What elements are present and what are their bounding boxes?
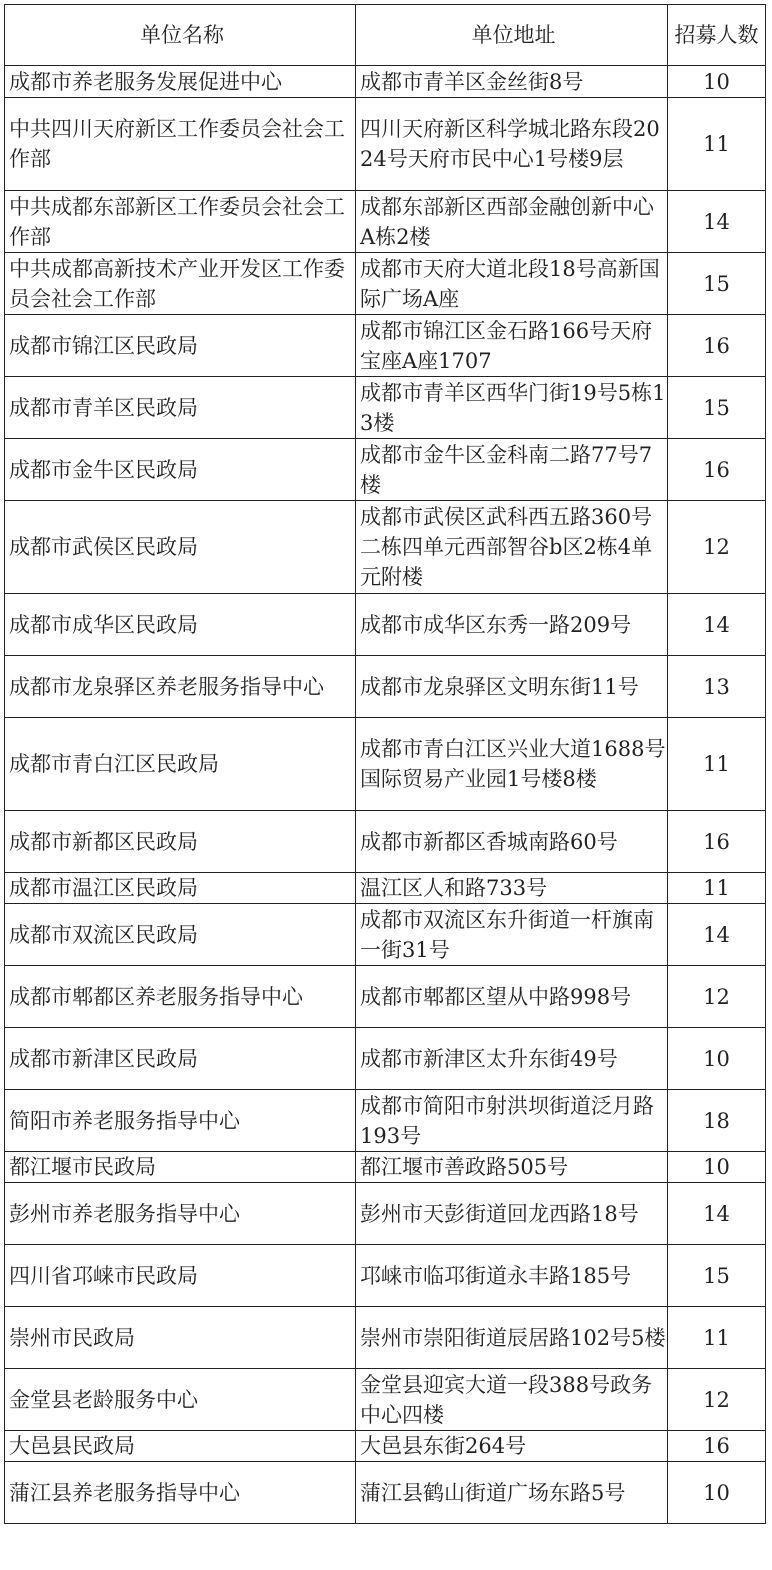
unit-name-cell: 成都市新都区民政局: [5, 811, 356, 873]
unit-address-cell: 成都市武侯区武科西五路360号二栋四单元西部智谷b区2栋4单元附楼: [356, 501, 668, 594]
table-row: [5, 811, 766, 873]
unit-name-cell: 成都市双流区民政局: [5, 904, 356, 966]
unit-name-cell: 成都市龙泉驿区养老服务指导中心: [5, 656, 356, 718]
unit-name-cell: 成都市养老服务发展促进中心: [5, 66, 356, 98]
table-row: [5, 966, 766, 1028]
table-row: [5, 98, 766, 191]
recruit-count-cell: 10: [668, 66, 766, 98]
recruitment-table: [4, 4, 766, 1524]
unit-name-cell: 成都市郫都区养老服务指导中心: [5, 966, 356, 1028]
header-recruit-count: 招募人数: [668, 5, 766, 66]
unit-name-cell: 成都市温江区民政局: [5, 873, 356, 904]
unit-name-cell: 都江堰市民政局: [5, 1152, 356, 1183]
unit-name-cell: 成都市成华区民政局: [5, 594, 356, 656]
table-row: [5, 191, 766, 253]
unit-address-cell: 成都市简阳市射洪坝街道泛月路193号: [356, 1090, 668, 1152]
recruit-count-cell: 13: [668, 656, 766, 718]
header-unit-address: 单位地址: [356, 5, 668, 66]
unit-name-cell: 成都市武侯区民政局: [5, 501, 356, 594]
table-row: [5, 501, 766, 594]
recruit-count-cell: 14: [668, 1183, 766, 1245]
recruit-count-cell: 11: [668, 1307, 766, 1369]
header-row: [5, 5, 766, 66]
table-row: [5, 1462, 766, 1524]
unit-address-cell: 成都市青羊区金丝街8号: [356, 66, 668, 98]
recruit-count-cell: 16: [668, 811, 766, 873]
table-row: [5, 1369, 766, 1431]
unit-address-cell: 四川天府新区科学城北路东段2024号天府市民中心1号楼9层: [356, 98, 668, 191]
unit-name-cell: 崇州市民政局: [5, 1307, 356, 1369]
unit-address-cell: 崇州市崇阳街道辰居路102号5楼: [356, 1307, 668, 1369]
unit-address-cell: 成都市郫都区望从中路998号: [356, 966, 668, 1028]
unit-name-cell: 成都市新津区民政局: [5, 1028, 356, 1090]
unit-address-cell: 成都市青白江区兴业大道1688号国际贸易产业园1号楼8楼: [356, 718, 668, 811]
recruit-count-cell: 10: [668, 1152, 766, 1183]
recruit-count-cell: 15: [668, 377, 766, 439]
table-row: [5, 1245, 766, 1307]
recruit-count-cell: 14: [668, 594, 766, 656]
unit-address-cell: 蒲江县鹤山街道广场东路5号: [356, 1462, 668, 1524]
table-row: [5, 1183, 766, 1245]
recruit-count-cell: 15: [668, 1245, 766, 1307]
table-row: [5, 66, 766, 98]
recruit-count-cell: 16: [668, 315, 766, 377]
table-row: [5, 377, 766, 439]
unit-name-cell: 金堂县老龄服务中心: [5, 1369, 356, 1431]
unit-address-cell: 成都市龙泉驿区文明东街11号: [356, 656, 668, 718]
recruit-count-cell: 12: [668, 966, 766, 1028]
unit-name-cell: 四川省邛崃市民政局: [5, 1245, 356, 1307]
table-row: [5, 1152, 766, 1183]
unit-address-cell: 温江区人和路733号: [356, 873, 668, 904]
unit-address-cell: 成都东部新区西部金融创新中心A栋2楼: [356, 191, 668, 253]
unit-address-cell: 成都市金牛区金科南二路77号7楼: [356, 439, 668, 501]
unit-name-cell: 中共成都东部新区工作委员会社会工作部: [5, 191, 356, 253]
unit-address-cell: 成都市天府大道北段18号高新国际广场A座: [356, 253, 668, 315]
unit-address-cell: 成都市双流区东升街道一杆旗南一街31号: [356, 904, 668, 966]
unit-name-cell: 中共四川天府新区工作委员会社会工作部: [5, 98, 356, 191]
table-row: [5, 718, 766, 811]
recruit-count-cell: 18: [668, 1090, 766, 1152]
unit-address-cell: 大邑县东街264号: [356, 1431, 668, 1462]
unit-address-cell: 都江堰市善政路505号: [356, 1152, 668, 1183]
recruit-count-cell: 12: [668, 501, 766, 594]
unit-address-cell: 成都市青羊区西华门街19号5栋13楼: [356, 377, 668, 439]
unit-name-cell: 成都市青白江区民政局: [5, 718, 356, 811]
unit-name-cell: 成都市青羊区民政局: [5, 377, 356, 439]
header-unit-name: 单位名称: [5, 5, 356, 66]
table-row: [5, 315, 766, 377]
unit-name-cell: 彭州市养老服务指导中心: [5, 1183, 356, 1245]
table-row: [5, 873, 766, 904]
unit-address-cell: 成都市新都区香城南路60号: [356, 811, 668, 873]
table-row: [5, 594, 766, 656]
recruit-count-cell: 10: [668, 1028, 766, 1090]
table-row: [5, 1028, 766, 1090]
recruit-count-cell: 10: [668, 1462, 766, 1524]
recruit-count-cell: 16: [668, 1431, 766, 1462]
recruit-count-cell: 11: [668, 718, 766, 811]
unit-address-cell: 金堂县迎宾大道一段388号政务中心四楼: [356, 1369, 668, 1431]
unit-name-cell: 蒲江县养老服务指导中心: [5, 1462, 356, 1524]
recruit-count-cell: 16: [668, 439, 766, 501]
recruit-count-cell: 12: [668, 1369, 766, 1431]
table-row: [5, 1090, 766, 1152]
unit-address-cell: 邛崃市临邛街道永丰路185号: [356, 1245, 668, 1307]
unit-name-cell: 成都市锦江区民政局: [5, 315, 356, 377]
table-row: [5, 439, 766, 501]
unit-address-cell: 彭州市天彭街道回龙西路18号: [356, 1183, 668, 1245]
recruit-count-cell: 14: [668, 191, 766, 253]
table-row: [5, 1431, 766, 1462]
recruit-count-cell: 14: [668, 904, 766, 966]
unit-name-cell: 中共成都高新技术产业开发区工作委员会社会工作部: [5, 253, 356, 315]
table-row: [5, 253, 766, 315]
unit-address-cell: 成都市新津区太升东街49号: [356, 1028, 668, 1090]
unit-name-cell: 大邑县民政局: [5, 1431, 356, 1462]
recruit-count-cell: 15: [668, 253, 766, 315]
unit-address-cell: 成都市成华区东秀一路209号: [356, 594, 668, 656]
unit-name-cell: 成都市金牛区民政局: [5, 439, 356, 501]
table-row: [5, 904, 766, 966]
table-row: [5, 656, 766, 718]
unit-name-cell: 简阳市养老服务指导中心: [5, 1090, 356, 1152]
table-row: [5, 1307, 766, 1369]
recruit-count-cell: 11: [668, 98, 766, 191]
recruit-count-cell: 11: [668, 873, 766, 904]
unit-address-cell: 成都市锦江区金石路166号天府宝座A座1707: [356, 315, 668, 377]
